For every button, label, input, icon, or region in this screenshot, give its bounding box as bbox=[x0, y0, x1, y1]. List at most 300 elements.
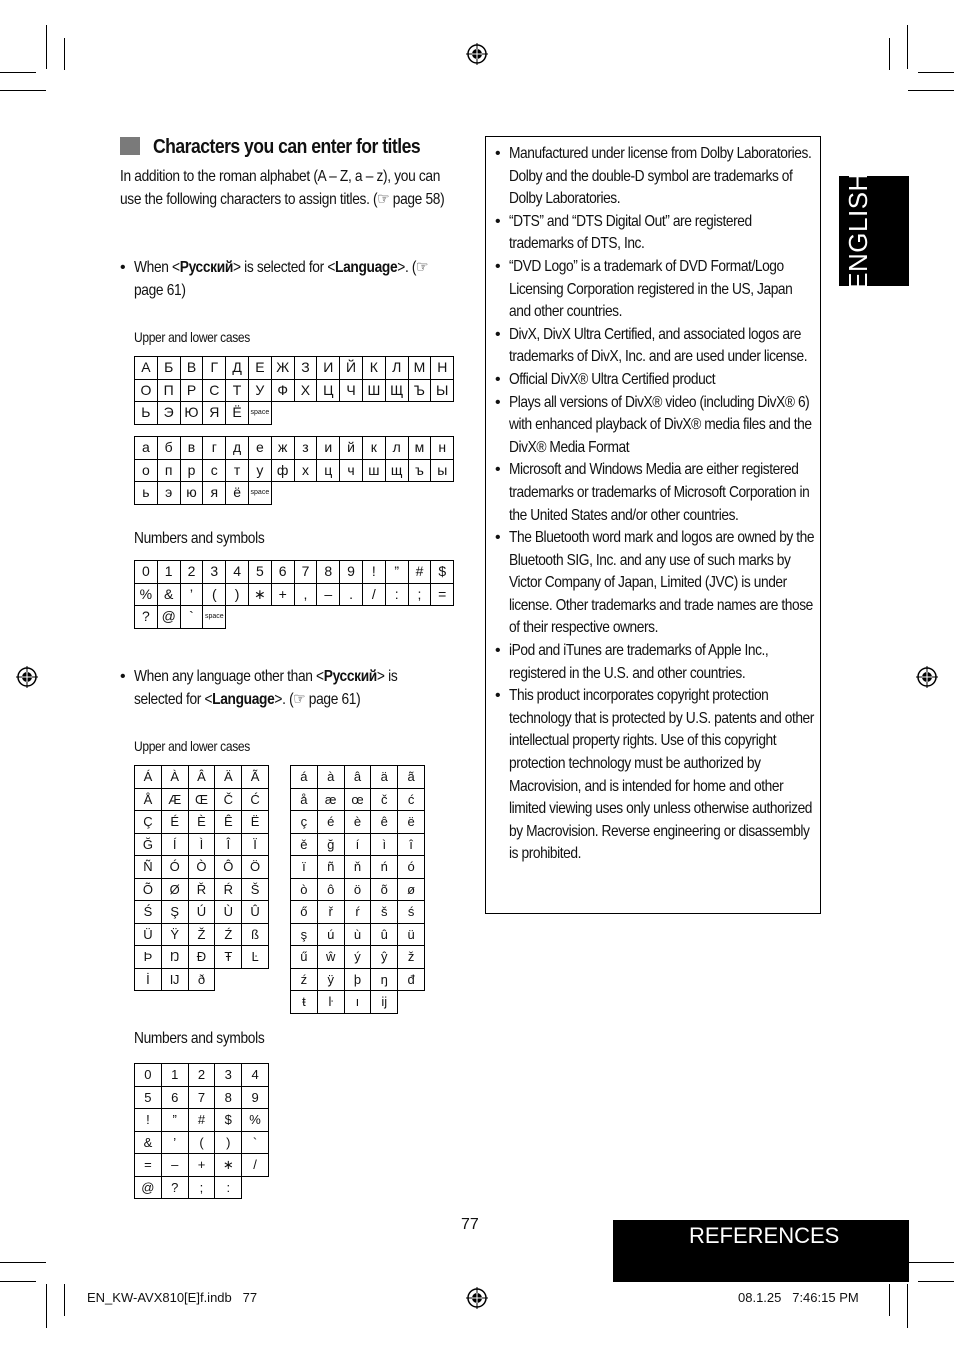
trademark-item bbox=[494, 640, 816, 685]
grid-row bbox=[135, 482, 454, 505]
grid-cell: ё bbox=[226, 482, 249, 505]
grid-cell: Ź bbox=[215, 923, 242, 946]
grid-cell-empty bbox=[431, 482, 454, 505]
trademark-text: • Manufactured under license from Dolby Laboratories. Dolby and the double-D symbol are trademarks of Dolby Laboratories. bbox=[509, 145, 812, 208]
grid-cell: 2 bbox=[180, 561, 203, 584]
grid-cell: ` bbox=[180, 606, 203, 629]
grid-cell: % bbox=[135, 583, 158, 606]
grid-cell: Ь bbox=[135, 402, 158, 425]
grid-cell: Š bbox=[242, 878, 269, 901]
grid-row bbox=[135, 402, 454, 425]
grid-cell: ş bbox=[291, 923, 318, 946]
grid-cell: â bbox=[344, 766, 371, 789]
trademark-item bbox=[494, 685, 816, 866]
grid-cell: в bbox=[180, 437, 203, 460]
grid-cell: Ж bbox=[271, 357, 294, 380]
grid-cell: . bbox=[340, 583, 363, 606]
grid-cell: Û bbox=[242, 901, 269, 924]
grid-cell: ж bbox=[271, 437, 294, 460]
grid-cell: 4 bbox=[242, 1064, 269, 1087]
grid-cell: 7 bbox=[188, 1086, 215, 1109]
intro-paragraph: In addition to the roman alphabet (A – Z, a – z), you can use the following characters to assign titles. (☞ page 58) bbox=[120, 168, 445, 208]
grid-cell: Ĳ bbox=[161, 968, 188, 991]
grid-row bbox=[135, 459, 454, 482]
grid-cell-empty bbox=[340, 606, 363, 629]
grid-cell: Ñ bbox=[135, 856, 162, 879]
grid-cell: Я bbox=[203, 402, 226, 425]
grid-cell: Ü bbox=[135, 923, 162, 946]
grid-cell-empty bbox=[431, 402, 454, 425]
grid-cell: = bbox=[135, 1154, 162, 1177]
grid-cell: 0 bbox=[135, 561, 158, 584]
grid-row bbox=[291, 811, 425, 834]
grid-cell: ô bbox=[317, 878, 344, 901]
grid-cell: @ bbox=[135, 1176, 162, 1199]
grid-cell: й bbox=[340, 437, 363, 460]
grid-cell: Л bbox=[385, 357, 408, 380]
grid-cell-empty bbox=[242, 1176, 269, 1199]
grid-cell-empty bbox=[242, 968, 269, 991]
trademark-item bbox=[494, 211, 816, 256]
grid-cell: Ř bbox=[188, 878, 215, 901]
grid-row bbox=[291, 991, 425, 1014]
label-numbers-symbols-latin: Numbers and symbols bbox=[134, 1030, 265, 1047]
grid-cell: ñ bbox=[317, 856, 344, 879]
grid-cell: , bbox=[294, 583, 317, 606]
grid-cell: ű bbox=[291, 946, 318, 969]
grid-cell-empty bbox=[408, 606, 431, 629]
trademark-text: • This product incorporates copyright protection technology that is protected by U.S. patents and other intellectual property rights. Use of this copyright protection technology must be authorized by Macrovision, and is intended for home and other limited viewing uses only unless otherwise authorized by Macrovision. Reverse engineering or disassembly is prohibited. bbox=[509, 687, 814, 863]
grid-cell: Й bbox=[340, 357, 363, 380]
grid-cell: 5 bbox=[135, 1086, 162, 1109]
grid-cell: Ś bbox=[135, 901, 162, 924]
grid-cell-empty bbox=[248, 606, 271, 629]
grid-cell: # bbox=[188, 1109, 215, 1132]
grid-cell: Ц bbox=[317, 379, 340, 402]
grid-cell: È bbox=[188, 811, 215, 834]
grid-cell: è bbox=[344, 811, 371, 834]
trademark-item bbox=[494, 459, 816, 527]
grid-cell: Н bbox=[431, 357, 454, 380]
grid-cell: 6 bbox=[271, 561, 294, 584]
trademark-item bbox=[494, 324, 816, 369]
grid-cell: č bbox=[371, 788, 398, 811]
grid-cell: ő bbox=[291, 901, 318, 924]
grid-cell: у bbox=[248, 459, 271, 482]
grid-cell: ŧ bbox=[291, 991, 318, 1014]
grid-cell: Ŕ bbox=[215, 878, 242, 901]
trademark-item bbox=[494, 143, 816, 211]
grid-cell: я bbox=[203, 482, 226, 505]
grid-cell: đ bbox=[398, 968, 425, 991]
grid-cell: Î bbox=[215, 833, 242, 856]
grid-cell: ч bbox=[340, 459, 363, 482]
grid-cell: é bbox=[317, 811, 344, 834]
grid-cell: а bbox=[135, 437, 158, 460]
references-tab bbox=[613, 1220, 909, 1282]
trademark-text: • Official DivX® Ultra Certified product bbox=[509, 370, 716, 388]
grid-cell: 2 bbox=[188, 1064, 215, 1087]
trademark-list bbox=[494, 143, 816, 866]
grid-cell: Č bbox=[215, 788, 242, 811]
grid-cell: 3 bbox=[215, 1064, 242, 1087]
trademark-text: • “DVD Logo” is a trademark of DVD Format/Logo Licensing Corporation registered in the US, Japan and other countries. bbox=[509, 257, 793, 321]
latin-symbols-grid bbox=[134, 1063, 269, 1199]
grid-cell: ` bbox=[242, 1131, 269, 1154]
grid-cell: Р bbox=[180, 379, 203, 402]
grid-row bbox=[135, 788, 269, 811]
grid-cell-empty bbox=[398, 991, 425, 1014]
grid-cell: Ё bbox=[226, 402, 249, 425]
grid-cell: м bbox=[408, 437, 431, 460]
grid-cell: Đ bbox=[188, 946, 215, 969]
grid-cell: Ï bbox=[242, 833, 269, 856]
grid-cell: 1 bbox=[157, 561, 180, 584]
grid-cell: ń bbox=[371, 856, 398, 879]
grid-cell: И bbox=[317, 357, 340, 380]
grid-cell: Ć bbox=[242, 788, 269, 811]
grid-cell: ë bbox=[398, 811, 425, 834]
grid-row bbox=[291, 923, 425, 946]
grid-row bbox=[135, 811, 269, 834]
grid-cell: ï bbox=[291, 856, 318, 879]
grid-cell: ц bbox=[317, 459, 340, 482]
grid-cell: ŕ bbox=[344, 901, 371, 924]
trademark-item bbox=[494, 527, 816, 640]
grid-cell: З bbox=[294, 357, 317, 380]
grid-cell: Ö bbox=[242, 856, 269, 879]
grid-cell-empty bbox=[340, 402, 363, 425]
grid-cell: Е bbox=[248, 357, 271, 380]
grid-cell: à bbox=[317, 766, 344, 789]
grid-cell: þ bbox=[344, 968, 371, 991]
grid-row bbox=[135, 901, 269, 924]
section-marker bbox=[120, 137, 140, 155]
grid-cell: ф bbox=[271, 459, 294, 482]
grid-cell: ð bbox=[188, 968, 215, 991]
grid-cell: ∗ bbox=[215, 1154, 242, 1177]
grid-cell: Г bbox=[203, 357, 226, 380]
latin-lowercase-grid bbox=[290, 765, 425, 1014]
grid-cell-empty bbox=[294, 482, 317, 505]
grid-cell: ü bbox=[398, 923, 425, 946]
grid-cell-empty bbox=[385, 482, 408, 505]
grid-cell: Ô bbox=[215, 856, 242, 879]
grid-cell: д bbox=[226, 437, 249, 460]
grid-row bbox=[135, 1154, 269, 1177]
grid-cell: 9 bbox=[340, 561, 363, 584]
grid-cell: Э bbox=[157, 402, 180, 425]
grid-cell: – bbox=[161, 1154, 188, 1177]
grid-cell: ĳ bbox=[371, 991, 398, 1014]
grid-cell: Ы bbox=[431, 379, 454, 402]
grid-cell: ó bbox=[398, 856, 425, 879]
grid-row bbox=[135, 1176, 269, 1199]
grid-cell: ŋ bbox=[371, 968, 398, 991]
cyrillic-uppercase-grid bbox=[134, 356, 454, 425]
grid-cell: # bbox=[408, 561, 431, 584]
grid-cell: À bbox=[161, 766, 188, 789]
grid-cell: õ bbox=[371, 878, 398, 901]
grid-cell: ŷ bbox=[371, 946, 398, 969]
grid-cell: ю bbox=[180, 482, 203, 505]
section-heading: Characters you can enter for titles bbox=[153, 136, 421, 158]
grid-cell: / bbox=[242, 1154, 269, 1177]
grid-cell: ь bbox=[135, 482, 158, 505]
grid-cell-empty bbox=[294, 402, 317, 425]
trademark-text: • The Bluetooth word mark and logos are owned by the Bluetooth SIG, Inc. and any use of such marks by Victor Company of Japan, Limited (JVC) is under license. Other trademarks and trade names are those of their respective owners. bbox=[509, 529, 815, 637]
grid-cell: Ŋ bbox=[161, 946, 188, 969]
grid-cell: Ç bbox=[135, 811, 162, 834]
grid-cell: ò bbox=[291, 878, 318, 901]
grid-cell: Ф bbox=[271, 379, 294, 402]
grid-cell: э bbox=[157, 482, 180, 505]
grid-cell: ( bbox=[203, 583, 226, 606]
grid-cell: 8 bbox=[215, 1086, 242, 1109]
grid-cell: Â bbox=[188, 766, 215, 789]
grid-cell: ’ bbox=[161, 1131, 188, 1154]
grid-cell: space bbox=[248, 402, 271, 425]
grid-cell: ∗ bbox=[248, 583, 271, 606]
grid-cell: ı bbox=[344, 991, 371, 1014]
grid-cell: 8 bbox=[317, 561, 340, 584]
grid-cell: ê bbox=[371, 811, 398, 834]
grid-cell: ć bbox=[398, 788, 425, 811]
grid-cell: ú bbox=[317, 923, 344, 946]
grid-cell: ź bbox=[291, 968, 318, 991]
grid-cell: С bbox=[203, 379, 226, 402]
grid-cell: ř bbox=[317, 901, 344, 924]
grid-cell-empty bbox=[294, 606, 317, 629]
grid-cell: Ó bbox=[161, 856, 188, 879]
grid-cell: ň bbox=[344, 856, 371, 879]
grid-cell: 1 bbox=[161, 1064, 188, 1087]
grid-cell: ) bbox=[226, 583, 249, 606]
grid-cell: ъ bbox=[408, 459, 431, 482]
grid-cell: н bbox=[431, 437, 454, 460]
grid-row bbox=[291, 968, 425, 991]
grid-cell: ! bbox=[135, 1109, 162, 1132]
grid-cell-empty bbox=[362, 402, 385, 425]
grid-cell: т bbox=[226, 459, 249, 482]
grid-cell-empty bbox=[271, 482, 294, 505]
grid-cell: 0 bbox=[135, 1064, 162, 1087]
grid-row bbox=[135, 357, 454, 380]
grid-cell: œ bbox=[344, 788, 371, 811]
grid-cell: $ bbox=[431, 561, 454, 584]
grid-cell: Щ bbox=[385, 379, 408, 402]
grid-cell: í bbox=[344, 833, 371, 856]
grid-cell: Ì bbox=[188, 833, 215, 856]
grid-cell: о bbox=[135, 459, 158, 482]
grid-cell: ù bbox=[344, 923, 371, 946]
grid-row bbox=[135, 766, 269, 789]
grid-cell: ! bbox=[362, 561, 385, 584]
grid-cell-empty bbox=[408, 482, 431, 505]
grid-row bbox=[135, 1086, 269, 1109]
grid-cell: ö bbox=[344, 878, 371, 901]
grid-cell: Ø bbox=[161, 878, 188, 901]
grid-cell-empty bbox=[317, 482, 340, 505]
grid-row bbox=[135, 923, 269, 946]
grid-row bbox=[135, 968, 269, 991]
label-upper-lower-latin: Upper and lower cases bbox=[134, 738, 250, 754]
footer-timestamp: 08.1.25 7:46:15 PM bbox=[738, 1290, 859, 1305]
label-upper-lower-cyr: Upper and lower cases bbox=[134, 329, 250, 345]
grid-cell-empty bbox=[271, 402, 294, 425]
grid-cell: î bbox=[398, 833, 425, 856]
grid-row bbox=[291, 856, 425, 879]
grid-cell: Ä bbox=[215, 766, 242, 789]
grid-cell: & bbox=[135, 1131, 162, 1154]
grid-cell: & bbox=[157, 583, 180, 606]
grid-cell: ” bbox=[385, 561, 408, 584]
grid-cell: Õ bbox=[135, 878, 162, 901]
trademark-text: • DivX, DivX Ultra Certified, and associated logos are trademarks of DivX, Inc. and are used under license. bbox=[509, 325, 808, 366]
grid-row bbox=[135, 561, 454, 584]
grid-cell: + bbox=[188, 1154, 215, 1177]
grid-cell: ã bbox=[398, 766, 425, 789]
grid-cell-empty bbox=[385, 606, 408, 629]
grid-cell: Х bbox=[294, 379, 317, 402]
footer-file-info: EN_KW-AVX810[E]f.indb 77 bbox=[87, 1290, 258, 1305]
grid-cell: В bbox=[180, 357, 203, 380]
grid-cell: к bbox=[362, 437, 385, 460]
grid-cell-empty bbox=[340, 482, 363, 505]
grid-row bbox=[135, 583, 454, 606]
grid-cell: Ë bbox=[242, 811, 269, 834]
grid-row bbox=[135, 878, 269, 901]
grid-cell: з bbox=[294, 437, 317, 460]
grid-cell: О bbox=[135, 379, 158, 402]
grid-cell: А bbox=[135, 357, 158, 380]
grid-cell: ” bbox=[161, 1109, 188, 1132]
grid-cell: Ê bbox=[215, 811, 242, 834]
grid-cell: $ bbox=[215, 1109, 242, 1132]
grid-cell: Á bbox=[135, 766, 162, 789]
grid-cell: 6 bbox=[161, 1086, 188, 1109]
grid-cell: Ш bbox=[362, 379, 385, 402]
grid-cell-empty bbox=[215, 968, 242, 991]
grid-cell: @ bbox=[157, 606, 180, 629]
grid-cell: – bbox=[317, 583, 340, 606]
grid-cell: ě bbox=[291, 833, 318, 856]
grid-cell: ( bbox=[188, 1131, 215, 1154]
grid-cell: Ŀ bbox=[242, 946, 269, 969]
grid-cell: ŀ bbox=[317, 991, 344, 1014]
english-tab-label: ENGLISH bbox=[843, 172, 873, 290]
grid-row bbox=[135, 833, 269, 856]
grid-cell: р bbox=[180, 459, 203, 482]
grid-cell: ? bbox=[161, 1176, 188, 1199]
grid-cell: û bbox=[371, 923, 398, 946]
grid-cell: space bbox=[203, 606, 226, 629]
grid-cell: á bbox=[291, 766, 318, 789]
grid-row bbox=[135, 1131, 269, 1154]
grid-cell: Ò bbox=[188, 856, 215, 879]
grid-row bbox=[291, 766, 425, 789]
grid-cell: щ bbox=[385, 459, 408, 482]
grid-cell: Ž bbox=[188, 923, 215, 946]
grid-cell: Ÿ bbox=[161, 923, 188, 946]
grid-cell: ? bbox=[135, 606, 158, 629]
grid-cell: Ğ bbox=[135, 833, 162, 856]
grid-cell: и bbox=[317, 437, 340, 460]
grid-cell: ; bbox=[408, 583, 431, 606]
grid-cell: : bbox=[385, 583, 408, 606]
grid-cell: Б bbox=[157, 357, 180, 380]
grid-cell-empty bbox=[385, 402, 408, 425]
grid-cell: Ã bbox=[242, 766, 269, 789]
grid-cell-empty bbox=[226, 606, 249, 629]
grid-cell: ы bbox=[431, 459, 454, 482]
grid-row bbox=[135, 606, 454, 629]
grid-cell: ç bbox=[291, 811, 318, 834]
trademark-notice-box bbox=[485, 136, 821, 914]
label-numbers-symbols-cyr: Numbers and symbols bbox=[134, 530, 265, 547]
grid-cell: 3 bbox=[203, 561, 226, 584]
grid-cell: ý bbox=[344, 946, 371, 969]
grid-cell: 9 bbox=[242, 1086, 269, 1109]
grid-cell: = bbox=[431, 583, 454, 606]
grid-cell: space bbox=[248, 482, 271, 505]
grid-row bbox=[135, 946, 269, 969]
grid-cell: š bbox=[371, 901, 398, 924]
grid-cell: Œ bbox=[188, 788, 215, 811]
grid-cell: х bbox=[294, 459, 317, 482]
grid-cell-empty bbox=[317, 606, 340, 629]
grid-cell: Ч bbox=[340, 379, 363, 402]
trademark-text: • Microsoft and Windows Media are either registered trademarks or trademarks of Microsoft Corporation in the United States and/or other countries. bbox=[509, 461, 810, 524]
references-tab-label: REFERENCES bbox=[689, 1223, 840, 1248]
grid-row bbox=[291, 833, 425, 856]
grid-row bbox=[291, 946, 425, 969]
grid-cell: å bbox=[291, 788, 318, 811]
grid-cell: + bbox=[271, 583, 294, 606]
grid-cell: Ş bbox=[161, 901, 188, 924]
grid-row bbox=[291, 788, 425, 811]
grid-cell: ğ bbox=[317, 833, 344, 856]
grid-cell: Д bbox=[226, 357, 249, 380]
grid-cell-empty bbox=[271, 606, 294, 629]
trademark-text: • “DTS” and “DTS Digital Out” are registered trademarks of DTS, Inc. bbox=[509, 212, 752, 253]
grid-cell: е bbox=[248, 437, 271, 460]
grid-cell: п bbox=[157, 459, 180, 482]
grid-row bbox=[135, 856, 269, 879]
grid-cell: ø bbox=[398, 878, 425, 901]
registration-mark-icon bbox=[466, 43, 488, 65]
grid-cell: К bbox=[362, 357, 385, 380]
grid-cell: ; bbox=[188, 1176, 215, 1199]
grid-row bbox=[291, 878, 425, 901]
grid-cell: Æ bbox=[161, 788, 188, 811]
grid-cell: ì bbox=[371, 833, 398, 856]
registration-mark-icon bbox=[16, 666, 38, 688]
registration-mark-icon bbox=[916, 666, 938, 688]
grid-cell: М bbox=[408, 357, 431, 380]
grid-cell: Ю bbox=[180, 402, 203, 425]
trademark-text: • Plays all versions of DivX® video (including DivX® 6) with enhanced playback of DivX® media files and the DivX® Media Format bbox=[509, 393, 812, 456]
cyrillic-lowercase-grid bbox=[134, 436, 454, 505]
grid-cell: Í bbox=[161, 833, 188, 856]
grid-cell: ÿ bbox=[317, 968, 344, 991]
grid-cell-empty bbox=[317, 402, 340, 425]
grid-cell: г bbox=[203, 437, 226, 460]
grid-cell: б bbox=[157, 437, 180, 460]
english-tab bbox=[839, 172, 909, 290]
grid-cell: У bbox=[248, 379, 271, 402]
grid-cell: Ŧ bbox=[215, 946, 242, 969]
